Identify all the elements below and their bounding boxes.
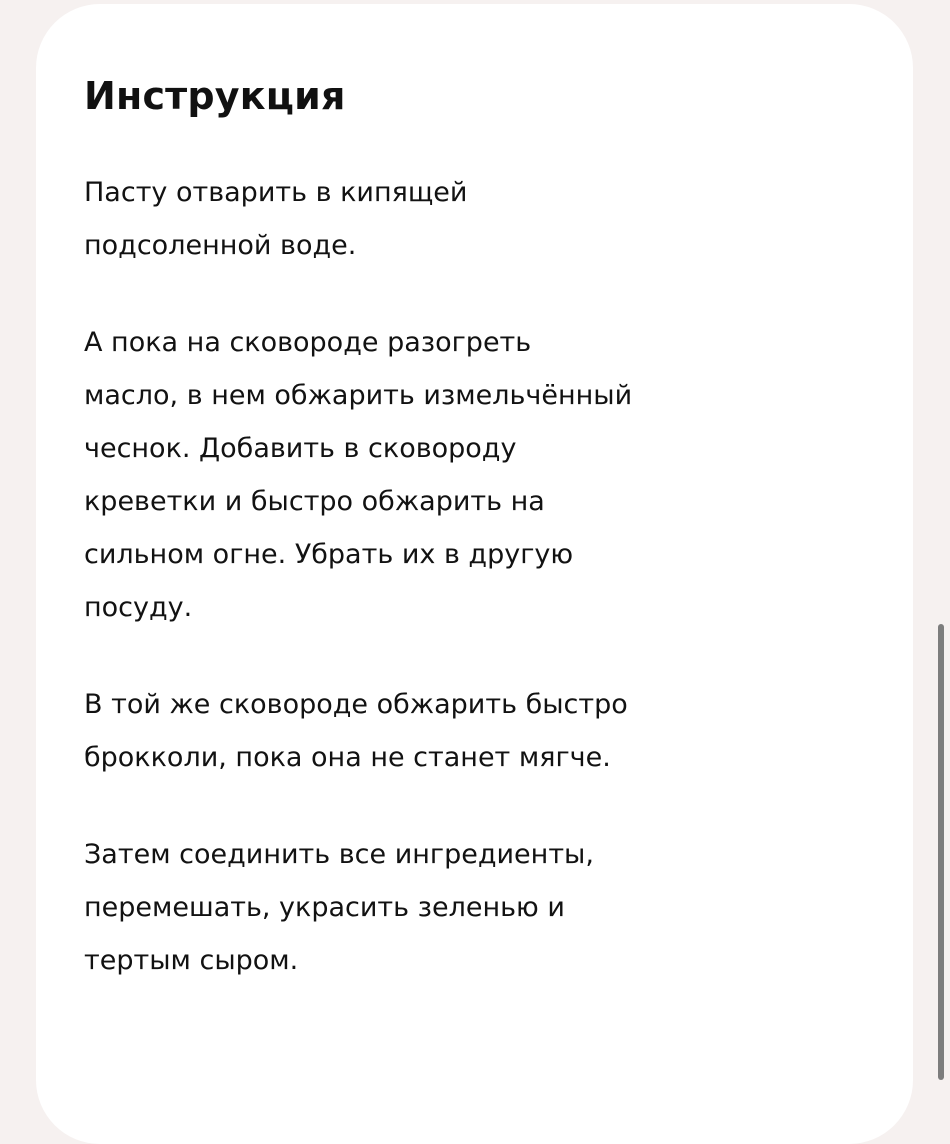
step-2-line-6: посуду. [84, 592, 193, 623]
step-3 [84, 678, 724, 784]
step-1-line-2: подсоленной воде. [84, 230, 357, 261]
step-2-line-2: масло, в нем обжарить измельчённый [84, 380, 633, 411]
step-2 [84, 316, 724, 634]
step-1 [84, 166, 724, 272]
step-2-line-4: креветки и быстро обжарить на [84, 486, 545, 517]
step-1-line-1: Пасту отварить в кипящей [84, 177, 468, 208]
instruction-steps [84, 166, 724, 1031]
step-2-line-5: сильном огне. Убрать их в другую [84, 539, 574, 570]
scrollbar[interactable] [938, 624, 944, 1080]
step-2-line-1: А пока на сковороде разогреть [84, 327, 532, 358]
instruction-title: Инструкция [84, 74, 346, 118]
instruction-card [36, 4, 913, 1144]
step-3-line-2: брокколи, пока она не станет мягче. [84, 742, 611, 773]
step-3-line-1: В той же сковороде обжарить быстро [84, 689, 628, 720]
step-4-line-2: перемешать, украсить зеленью и [84, 892, 565, 923]
step-4 [84, 828, 724, 987]
step-4-line-3: тертым сыром. [84, 945, 299, 976]
step-4-line-1: Затем соединить все ингредиенты, [84, 839, 594, 870]
step-2-line-3: чеснок. Добавить в сковороду [84, 433, 517, 464]
